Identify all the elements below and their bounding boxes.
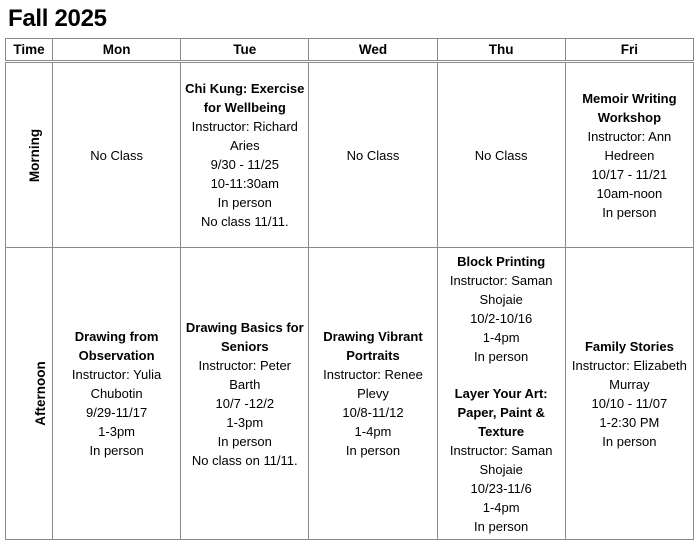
header-tue: Tue bbox=[181, 39, 309, 62]
cell-morning-wed bbox=[309, 62, 437, 248]
format-text: In person bbox=[217, 195, 272, 210]
class-name: Memoir Writing bbox=[582, 90, 677, 106]
instructor-text: Murray bbox=[609, 376, 650, 392]
note-text: No class on 11/11. bbox=[191, 452, 298, 468]
header-mon: Mon bbox=[53, 39, 181, 62]
class-name: Workshop bbox=[597, 109, 662, 125]
date-range: 10/17 - 11/21 bbox=[591, 166, 668, 182]
class-name: Texture bbox=[478, 423, 525, 439]
header-thu: Thu bbox=[437, 39, 565, 62]
instructor-text: Barth bbox=[229, 376, 261, 392]
format-text: In person bbox=[217, 433, 272, 449]
cell-afternoon-mon bbox=[53, 248, 181, 540]
class-family-stories bbox=[568, 337, 691, 451]
class-drawing-vibrant-portraits bbox=[311, 327, 434, 460]
instructor-text: Shojaie bbox=[479, 291, 523, 307]
afternoon-row bbox=[6, 248, 694, 540]
class-drawing-from-observation bbox=[55, 327, 178, 460]
instructor-text: Shojaie bbox=[479, 461, 523, 477]
cell-afternoon-fri bbox=[565, 248, 693, 540]
class-name: Chi Kung: Exercise bbox=[185, 81, 305, 96]
date-range: 10/2-10/16 bbox=[470, 310, 533, 326]
class-name: for Wellbeing bbox=[203, 100, 286, 115]
header-wed: Wed bbox=[309, 39, 437, 62]
period-label-morning: Morning bbox=[27, 128, 43, 182]
format-text: In person bbox=[602, 433, 657, 449]
date-range: 10/23-11/6 bbox=[470, 480, 532, 496]
no-class-text: No Class bbox=[474, 147, 528, 163]
format-text: In person bbox=[89, 443, 144, 458]
date-range: 10/10 - 11/07 bbox=[591, 395, 668, 411]
cell-afternoon-tue bbox=[181, 248, 309, 540]
class-name: Drawing from bbox=[74, 329, 159, 344]
date-range: 10/8-11/12 bbox=[342, 405, 404, 420]
no-class-text: No Class bbox=[90, 147, 143, 163]
instructor-text: Instructor: Yulia bbox=[71, 367, 162, 382]
instructor-text: Aries bbox=[229, 138, 260, 153]
period-cell-morning bbox=[6, 62, 53, 248]
header-time: Time bbox=[6, 39, 53, 62]
instructor-text: Instructor: Saman bbox=[449, 272, 553, 288]
class-name: Layer Your Art: bbox=[454, 385, 548, 401]
instructor-text: Instructor: Peter bbox=[198, 357, 292, 373]
time-range: 1-2:30 PM bbox=[599, 414, 660, 430]
class-drawing-basics bbox=[183, 318, 306, 470]
date-range: 10/7 -12/2 bbox=[215, 395, 275, 411]
cell-morning-tue bbox=[181, 62, 309, 248]
format-text: In person bbox=[345, 443, 401, 458]
time-range: 10-11:30am bbox=[210, 176, 279, 191]
page-title: Fall 2025 bbox=[8, 5, 107, 32]
class-name: Paper, Paint & bbox=[457, 404, 545, 420]
format-text: In person bbox=[602, 204, 657, 220]
header-row bbox=[6, 39, 694, 62]
time-range: 10am-noon bbox=[596, 185, 663, 201]
schedule-table bbox=[5, 38, 694, 540]
cell-morning-mon bbox=[53, 62, 181, 248]
time-range: 1-3pm bbox=[98, 424, 136, 439]
time-range: 1-4pm bbox=[354, 424, 392, 439]
class-separator bbox=[440, 366, 563, 384]
instructor-text: Instructor: Ann bbox=[587, 128, 672, 144]
date-range: 9/29-11/17 bbox=[85, 405, 148, 420]
instructor-text: Instructor: Renee bbox=[323, 367, 423, 382]
date-range: 9/30 - 11/25 bbox=[210, 157, 279, 172]
class-name: Observation bbox=[78, 348, 155, 363]
format-text: In person bbox=[474, 348, 529, 364]
cell-afternoon-thu bbox=[437, 248, 565, 540]
class-name: Drawing Basics for bbox=[185, 319, 304, 335]
time-range: 1-4pm bbox=[482, 499, 520, 515]
period-label-afternoon: Afternoon bbox=[32, 361, 48, 426]
instructor-text: Plevy bbox=[357, 386, 389, 401]
time-range: 1-4pm bbox=[482, 329, 520, 345]
no-class-text: No Class bbox=[346, 147, 400, 163]
class-memoir-writing bbox=[568, 89, 691, 222]
header-fri: Fri bbox=[565, 39, 693, 62]
instructor-text: Hedreen bbox=[604, 147, 655, 163]
class-block-printing bbox=[440, 252, 563, 366]
note-text: No class 11/11. bbox=[200, 214, 289, 229]
class-name: Family Stories bbox=[584, 338, 674, 354]
class-name: Portraits bbox=[346, 348, 400, 363]
cell-afternoon-wed bbox=[309, 248, 437, 540]
cell-morning-fri bbox=[565, 62, 693, 248]
period-cell-afternoon bbox=[6, 248, 53, 540]
instructor-text: Chubotin bbox=[90, 386, 143, 401]
format-text: In person bbox=[474, 518, 529, 534]
class-name: Drawing Vibrant bbox=[323, 329, 423, 344]
class-name: Block Printing bbox=[457, 253, 546, 269]
instructor-text: Instructor: Elizabeth bbox=[571, 357, 687, 373]
instructor-text: Instructor: Saman bbox=[449, 442, 553, 458]
class-layer-your-art bbox=[440, 384, 563, 536]
cell-morning-thu bbox=[437, 62, 565, 248]
class-name: Seniors bbox=[220, 338, 269, 354]
instructor-text: Instructor: Richard bbox=[191, 119, 298, 134]
time-range: 1-3pm bbox=[226, 414, 264, 430]
morning-row bbox=[6, 62, 694, 248]
class-chi-kung bbox=[183, 79, 306, 231]
